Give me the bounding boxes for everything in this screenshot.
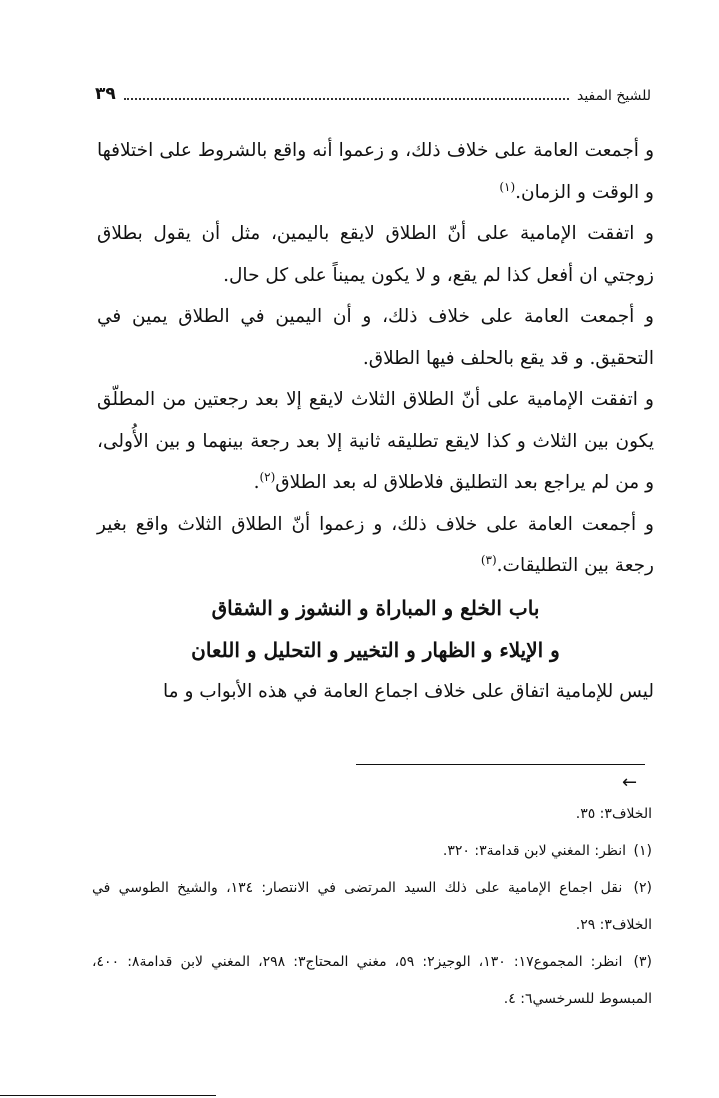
footnote-1-text: انظر: المغني لابن قدامة٣: ٣٢٠.	[442, 843, 627, 859]
footnote-2	[92, 870, 652, 944]
footnote-3-number: (٣)	[633, 954, 652, 970]
paragraph-4	[97, 379, 654, 504]
main-text	[97, 130, 654, 712]
footnotes	[92, 796, 652, 1018]
paragraph-3-text: و أجمعت العامة على خلاف ذلك، و أن اليمين في الطلاق يمين في التحقيق. و قد يقع بالحلف فيها الطلاق.	[97, 306, 654, 369]
footnote-1	[92, 833, 652, 870]
paragraph-1	[97, 130, 654, 213]
footnote-2-text: نقل اجماع الإمامية على ذلك السيد المرتضى في الانتصار: ١٣٤، والشيخ الطوسي في الخلاف٣: ٢٩.	[92, 880, 652, 933]
footnote-ref-1[interactable]: (١)	[499, 179, 516, 194]
continuation-arrow-icon: ←	[622, 772, 638, 793]
footnote-separator	[356, 764, 645, 765]
footnote-continued: الخلاف٣: ٣٥.	[575, 806, 652, 822]
paragraph-2	[97, 213, 654, 296]
paragraph-1-text: و أجمعت العامة على خلاف ذلك، و زعموا أنه واقع بالشروط على اختلافها و الوقت و الزمان.	[97, 140, 654, 203]
footnote-ref-3[interactable]: (٣)	[480, 552, 497, 567]
paragraph-5	[97, 504, 654, 587]
footnote-3	[92, 944, 652, 1018]
section-heading-line-1: باب الخلع و المباراة و النشوز و الشقاق	[211, 595, 540, 620]
paragraph-4-text: و اتفقت الإمامية على أنّ الطلاق الثلاث لايقع إلا بعد رجعتين من المطلّق يكون بين الثلاث و كذا لايقع تطليقه ثانية إلا بعد رجعة بينهما و بين الأُولى، و من لم يراجع بعد التطليق فلاطلاق له بعد الطلاق	[97, 389, 654, 493]
footnote-3-text: انظر: المجموع١٧: ١٣٠، الوجيز٢: ٥٩، مغني المحتاج٣: ٢٩٨، المغني لابن قدامة٨: ٤٠٠، المبسوط للسرخسي٦: ٤.	[92, 954, 652, 1007]
paragraph-6: ليس للإمامية اتفاق على خلاف اجماع العامة في هذه الأبواب و ما	[163, 680, 654, 702]
page-number: ٣٩	[95, 84, 116, 104]
section-heading-line-2: و الإيلاء و الظهار و التخيير و التحليل و اللعان	[191, 637, 560, 662]
paragraph-3	[97, 296, 654, 379]
footnote-2-number: (٢)	[633, 880, 653, 896]
footnote-1-number: (١)	[633, 843, 652, 859]
running-title: للشيخ المفيد	[576, 88, 651, 104]
running-header	[95, 80, 651, 104]
paragraph-5-text: و أجمعت العامة على خلاف ذلك، و زعموا أنّ الطلاق الثلاث واقع بغير رجعة بين التطليقات.	[97, 513, 654, 576]
paragraph-2-text: و اتفقت الإمامية على أنّ الطلاق لايقع باليمين، مثل أن يقول بطلاق زوجتي ان أفعل كذا لم يقع، و لا يكون يميناً على كل حال.	[97, 223, 654, 286]
paragraph-4-end: .	[253, 472, 260, 493]
header-dot-leader	[124, 98, 569, 100]
footnote-ref-2[interactable]: (٢)	[259, 469, 276, 484]
bottom-edge-rule	[0, 1095, 216, 1096]
